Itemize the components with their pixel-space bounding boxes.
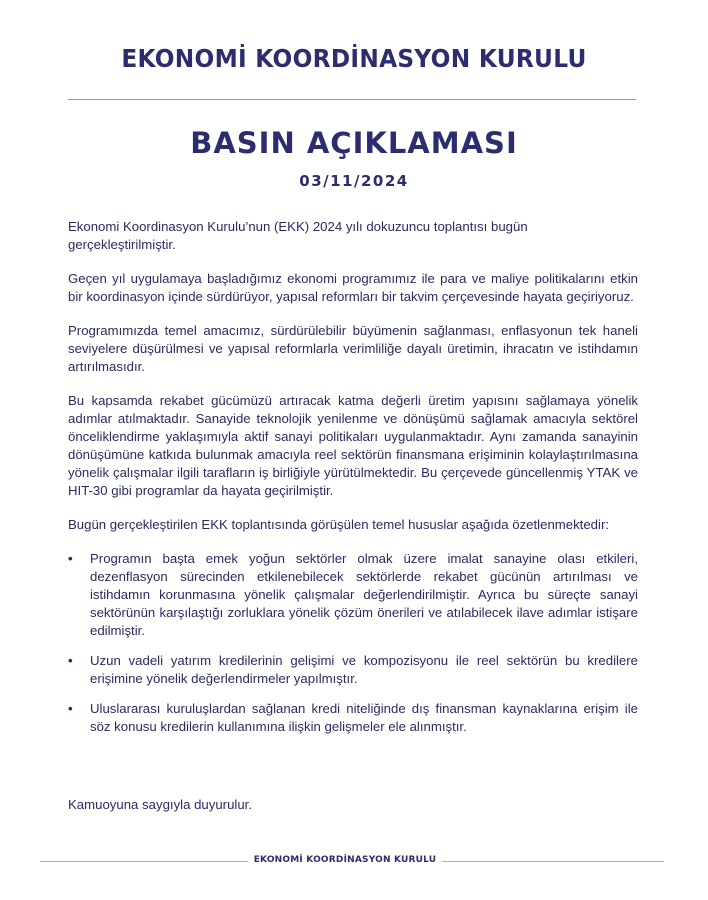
footer-divider-right bbox=[442, 861, 664, 862]
list-item bbox=[68, 550, 638, 640]
paragraph-scope: Bu kapsamda rekabet gücümüzü artıracak katma değerli üretim yapısını sağlamaya yönelik adımlar atılmaktadır. Sanayide teknolojik yenilenme ve dönüşümü sağlamak amacıyla sektörel önceliklendirme yaklaşımıyla aktif sanayi politikaları uygulanmaktadır. Aynı zamanda sanayinin dönüşümüne katkıda bulunmak amacıyla reel sektörün finansmana erişiminin kolaylaştırılmasına yönelik çalışmalar ilgili tarafların iş birliğiyle yürütülmektedir. Bu çerçevede güncellenmiş YTAK ve HIT-30 gibi programlar da hayata geçirilmiştir. bbox=[68, 393, 638, 498]
list-item bbox=[68, 652, 638, 688]
bullet-text: Uluslararası kuruluşlardan sağlanan kredi niteliğinde dış finansman kaynaklarına erişim ile söz konusu kredilerin kullanımına ilişkin gelişmeler ele alınmıştır. bbox=[90, 701, 638, 734]
header-divider bbox=[68, 99, 636, 100]
document-body bbox=[68, 218, 638, 830]
paragraph-summary-intro: Bugün gerçekleştirilen EKK toplantısında görüşülen temel hususlar aşağıda özetlenmektedir: bbox=[68, 517, 610, 532]
summary-bullet-list bbox=[68, 550, 638, 736]
bullet-marker: • bbox=[68, 701, 73, 716]
bullet-text: Programın başta emek yoğun sektörler olmak üzere imalat sanayine olası etkileri, dezenflasyon sürecinden etkilenebilecek sektörlerde rekabet gücünün artırılması ve istihdamın korunmasına yönelik çalışmalar değerlendirilmiştir. Ayrıca bu süreçte sanayi sektörünün karşılaştığı zorluklara yönelik çözüm önerileri ve atılabilecek ilave adımlar istişare edilmiştir. bbox=[90, 551, 638, 638]
bullet-marker: • bbox=[68, 551, 73, 566]
closing-statement: Kamuoyuna saygıyla duyurulur. bbox=[68, 797, 252, 812]
document-date: 03/11/2024 bbox=[299, 172, 409, 190]
bullet-marker: • bbox=[68, 653, 73, 668]
paragraph-intro: Ekonomi Koordinasyon Kurulu’nun (EKK) 2024 yılı dokuzuncu toplantısı bugün gerçekleştirilmiştir. bbox=[68, 219, 528, 252]
footer-organization: EKONOMİ KOORDİNASYON KURULU bbox=[253, 855, 437, 865]
paragraph-goals: Programımızda temel amacımız, sürdürülebilir büyümenin sağlanması, enflasyonun tek haneli seviyelere düşürülmesi ve yapısal reformlarla verimliliğe dayalı üretimin, ihracatın ve istihdamın artırılmasıdır. bbox=[68, 323, 638, 374]
footer-divider-left bbox=[40, 861, 248, 862]
list-item bbox=[68, 700, 638, 736]
document-title: BASIN AÇIKLAMASI bbox=[190, 126, 518, 160]
header-organization-title: EKONOMİ KOORDİNASYON KURULU bbox=[121, 44, 587, 73]
bullet-text: Uzun vadeli yatırım kredilerinin gelişimi ve kompozisyonu ile reel sektörün bu kredilere erişimine yönelik değerlendirmeler yapılmıştır. bbox=[90, 653, 638, 686]
paragraph-program: Geçen yıl uygulamaya başladığımız ekonomi programımız ile para ve maliye politikalarını etkin bir koordinasyon içinde sürdürüyor, yapısal reformları bir takvim çerçevesinde hayata geçiriyoruz. bbox=[68, 271, 638, 304]
